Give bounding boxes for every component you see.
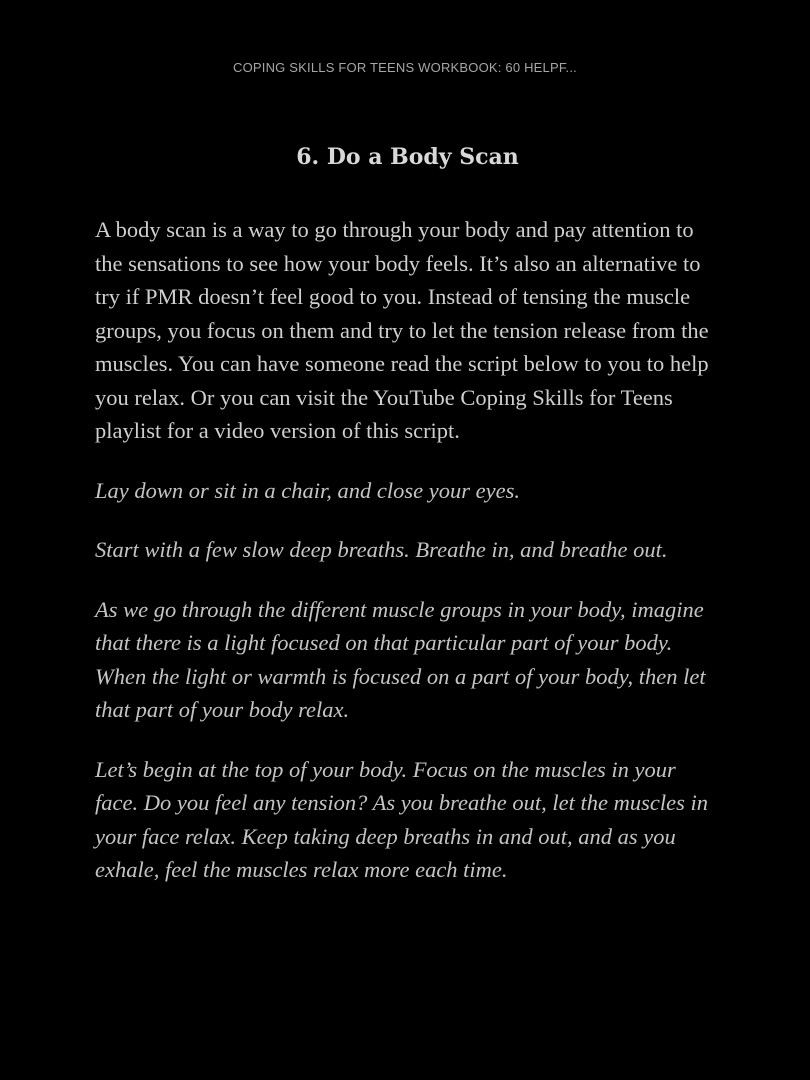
intro-paragraph: A body scan is a way to go through your body and pay attention to the sensations to see how your body feels. It’s also an alternative to try if PMR doesn’t feel good to you. Instead of tensing the muscle groups, you focus on them and try to let the tension release from the muscles. You can have someone read the script below to you to help you relax. Or you can visit the YouTube Coping Skills for Teens playlist for a video version of this script. — [95, 217, 709, 443]
script-paragraph-1: Lay down or sit in a chair, and close your eyes. — [95, 477, 520, 503]
page-content — [95, 138, 720, 887]
script-paragraph-3: As we go through the different muscle groups in your body, imagine that there is a light focused on that particular part of your body. When the light or warmth is focused on a part of your body, then let that part of your body relax. — [95, 596, 706, 722]
script-paragraph-4: Let’s begin at the top of your body. Focus on the muscles in your face. Do you feel any tension? As you breathe out, let the muscles in your face relax. Keep taking deep breaths in and out, and as you exhale, feel the muscles relax more each time. — [95, 756, 708, 882]
section-title: 6. Do a Body Scan — [296, 144, 519, 170]
script-paragraph-2: Start with a few slow deep breaths. Breathe in, and breathe out. — [95, 537, 668, 562]
running-header-book-title: COPING SKILLS FOR TEENS WORKBOOK: 60 HELPF... — [233, 60, 577, 75]
